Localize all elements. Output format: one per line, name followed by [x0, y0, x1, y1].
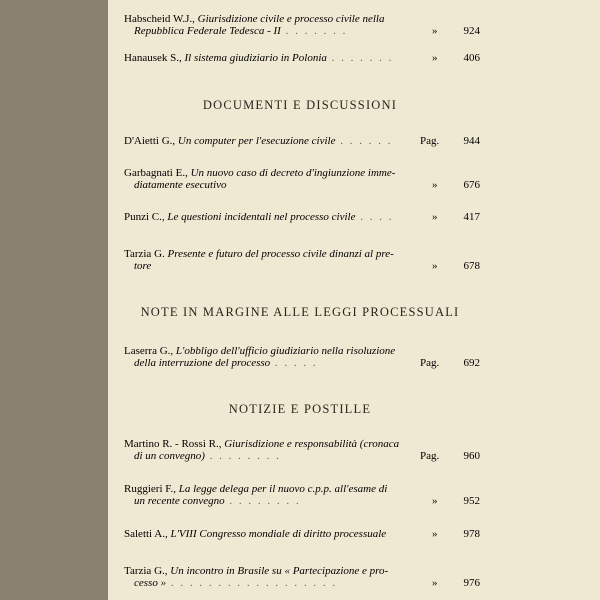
- page-number: 692: [463, 357, 480, 369]
- page-ditto-mark: »: [432, 528, 438, 540]
- page-number: 406: [463, 52, 480, 64]
- page-ditto-mark: »: [432, 179, 438, 191]
- entry-author: Punzi C.,: [124, 211, 165, 223]
- entry-title-continued: un recente convegno: [134, 495, 225, 507]
- page-number: 924: [463, 25, 480, 37]
- book-page: [108, 0, 600, 600]
- page-ditto-mark: »: [432, 495, 438, 507]
- entry-title-continued: di un convegno): [134, 450, 205, 462]
- page-number: 960: [463, 450, 480, 462]
- index-entry: [124, 565, 480, 589]
- section-heading: NOTE IN MARGINE ALLE LEGGI PROCESSUALI: [140, 305, 460, 319]
- entry-title: L'VIII Congresso mondiale di diritto processuale: [170, 528, 387, 540]
- page-number: 944: [463, 135, 480, 147]
- entry-title: Il sistema giudiziario in Polonia: [184, 52, 327, 64]
- entry-title: Un incontro in Brasile su « Partecipazione e pro-: [170, 565, 389, 577]
- index-entry: [124, 13, 480, 37]
- entry-author: Martino R. - Rossi R.,: [124, 438, 222, 450]
- page-label: Pag.: [420, 450, 440, 462]
- entry-title-continued: cesso »: [134, 577, 167, 589]
- entry-title: Giurisdizione e responsabilità (cronaca: [224, 438, 400, 450]
- index-entry: [124, 52, 480, 64]
- entry-title: L'obbligo dell'ufficio giudiziario nella risoluzione: [175, 345, 396, 357]
- page-number: 676: [463, 179, 480, 191]
- page-ditto-mark: »: [432, 260, 438, 272]
- entry-title: Giurisdizione civile e processo civile nella: [197, 13, 385, 25]
- entry-title: Un nuovo caso di decreto d'ingiunzione imme-: [190, 167, 396, 179]
- entry-title-continued: tore: [134, 260, 152, 272]
- index-entry: [124, 528, 480, 540]
- page-number: 976: [463, 577, 480, 589]
- index-entry: [124, 438, 480, 462]
- page-ditto-mark: »: [432, 25, 438, 37]
- page-ditto-mark: »: [432, 211, 438, 223]
- entry-author: Tarzia G.,: [124, 565, 168, 577]
- leader-dots: . . . .: [355, 211, 394, 223]
- page-label: Pag.: [420, 357, 440, 369]
- entry-author: Hanausek S.,: [124, 52, 182, 64]
- entry-title-continued: diatamente esecutivo: [134, 179, 227, 191]
- entry-title-continued: Repubblica Federale Tedesca - II: [134, 25, 281, 37]
- page-number: 678: [463, 260, 480, 272]
- page-ditto-mark: »: [432, 52, 438, 64]
- entry-title-continued: della interruzione del processo: [134, 357, 271, 369]
- index-entry: [124, 211, 480, 223]
- entry-author: Habscheid W.J.,: [124, 13, 195, 25]
- page-number: 417: [463, 211, 480, 223]
- leader-dots: . . . . .: [270, 357, 318, 369]
- section-heading: NOTIZIE E POSTILLE: [228, 402, 372, 416]
- leader-dots: . . . . . . . .: [224, 495, 301, 507]
- section-heading: DOCUMENTI E DISCUSSIONI: [202, 98, 398, 112]
- entry-title: Le questioni incidentali nel processo civile: [167, 211, 356, 223]
- leader-dots: . . . . . . . .: [204, 450, 281, 462]
- page-number: 978: [463, 528, 480, 540]
- page-number: 952: [463, 495, 480, 507]
- index-entry: [124, 483, 480, 507]
- index-entry: [124, 135, 480, 147]
- entry-author: Laserra G.,: [124, 345, 174, 357]
- entry-title: La legge delega per il nuovo c.p.p. all'esame di: [178, 483, 388, 495]
- leader-dots: . . . . . . .: [280, 25, 348, 37]
- leader-dots: . . . . . .: [335, 135, 393, 147]
- page-ditto-mark: »: [432, 577, 438, 589]
- entry-author: Saletti A.,: [124, 528, 168, 540]
- index-entry: [124, 345, 480, 369]
- entry-author: D'Aietti G.,: [124, 135, 176, 147]
- entry-title: Un computer per l'esecuzione civile: [177, 135, 336, 147]
- leader-dots: . . . . . . .: [326, 52, 394, 64]
- entry-author: Ruggieri F.,: [124, 483, 176, 495]
- entry-author: Tarzia G.: [124, 248, 165, 260]
- entry-title: Presente e futuro del processo civile dinanzi al pre-: [167, 248, 394, 260]
- index-entry: [124, 248, 480, 272]
- page-label: Pag.: [420, 135, 440, 147]
- entry-author: Garbagnati E.,: [124, 167, 188, 179]
- index-entry: [124, 167, 480, 191]
- leader-dots: . . . . . . . . . . . . . . . . . .: [166, 577, 338, 589]
